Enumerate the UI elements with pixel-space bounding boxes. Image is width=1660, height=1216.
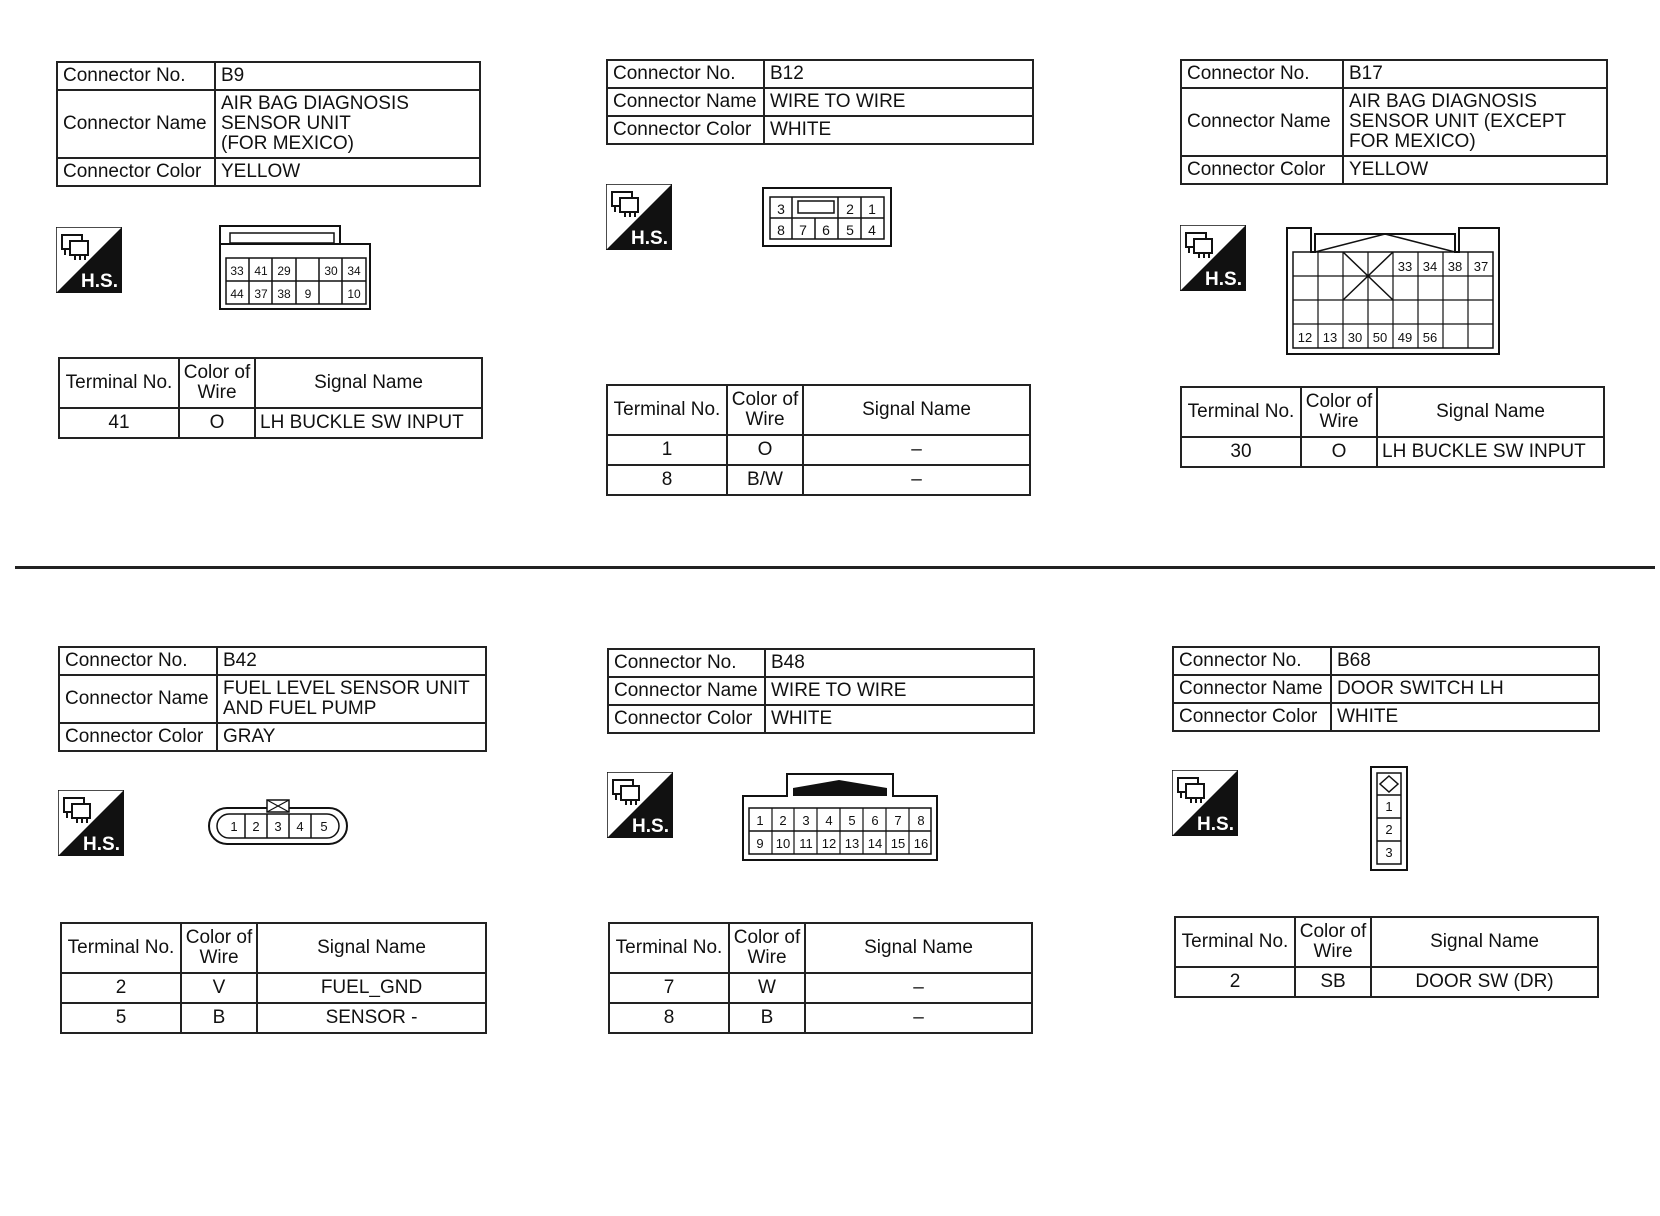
- connector-color-label: Connector Color: [1173, 703, 1331, 731]
- connector-color-value: WHITE: [764, 116, 1033, 144]
- table-row: [59, 408, 482, 438]
- wire-cell: O: [727, 435, 803, 465]
- connector-name-value: WIRE TO WIRE: [764, 88, 1033, 116]
- terminal-no-header: Terminal No.: [59, 358, 179, 408]
- terminal-cell: 7: [609, 973, 729, 1003]
- pin-label: 1: [756, 813, 764, 828]
- connector-no-label: Connector No.: [59, 647, 217, 675]
- pin-label: 30: [324, 264, 338, 278]
- signal-cell: –: [805, 1003, 1032, 1033]
- pin-label: 37: [254, 287, 268, 301]
- connector-color-label: Connector Color: [608, 705, 765, 733]
- connector-color-value: WHITE: [1331, 703, 1599, 731]
- harness-side-icon: [607, 772, 673, 838]
- hs-label: H.S.: [1197, 814, 1234, 835]
- connector-color-label: Connector Color: [607, 116, 764, 144]
- pin-label: 4: [296, 819, 304, 834]
- pin-label: 1: [1385, 799, 1393, 814]
- table-row: [607, 435, 1030, 465]
- pin-label: 5: [846, 222, 854, 238]
- color-of-wire-header: Color of Wire: [729, 923, 805, 973]
- connector-color-value: WHITE: [765, 705, 1034, 733]
- pin-label: 44: [230, 287, 244, 301]
- pin-label: 10: [775, 836, 791, 851]
- harness-side-icon: [56, 227, 122, 293]
- pin-label: 33: [1397, 259, 1413, 274]
- pin-label: 10: [347, 287, 361, 301]
- pin-label: 30: [1347, 330, 1363, 345]
- color-of-wire-header: Color of Wire: [727, 385, 803, 435]
- terminal-cell: 8: [609, 1003, 729, 1033]
- pin-label: 7: [799, 222, 807, 238]
- color-of-wire-header: Color of Wire: [179, 358, 255, 408]
- terminal-no-header: Terminal No.: [609, 923, 729, 973]
- terminal-cell: 1: [607, 435, 727, 465]
- b42-terminal-table: [60, 922, 487, 1034]
- table-row: [61, 1003, 486, 1033]
- terminal-cell: 2: [61, 973, 181, 1003]
- connector-color-label: Connector Color: [59, 723, 217, 751]
- connector-no-label: Connector No.: [1173, 647, 1331, 675]
- signal-cell: –: [805, 973, 1032, 1003]
- pin-label: 4: [868, 222, 876, 238]
- pin-label: 37: [1473, 259, 1489, 274]
- pin-label: 12: [1297, 330, 1313, 345]
- color-of-wire-header: Color of Wire: [181, 923, 257, 973]
- terminal-cell: 30: [1181, 437, 1301, 467]
- hs-label: H.S.: [1205, 269, 1242, 290]
- b48-connector-face: [741, 772, 941, 862]
- b12-connector-face: [762, 187, 894, 249]
- hs-label: H.S.: [631, 228, 668, 249]
- connector-name-value: AIR BAG DIAGNOSIS SENSOR UNIT (EXCEPT FOR MEXICO): [1343, 88, 1607, 156]
- terminal-cell: 5: [61, 1003, 181, 1033]
- harness-side-icon: [1172, 770, 1238, 836]
- connector-no-value: B42: [217, 647, 486, 675]
- pin-label: 29: [277, 264, 291, 278]
- pin-label: 12: [821, 836, 837, 851]
- connector-color-label: Connector Color: [1181, 156, 1343, 184]
- pin-label: 7: [894, 813, 902, 828]
- connector-name-label: Connector Name: [59, 675, 217, 723]
- connector-name-value: WIRE TO WIRE: [765, 677, 1034, 705]
- table-row: [61, 973, 486, 1003]
- connector-color-label: Connector Color: [57, 158, 215, 186]
- pin-label: 8: [777, 222, 785, 238]
- terminal-no-header: Terminal No.: [1181, 387, 1301, 437]
- pin-label: 41: [254, 264, 268, 278]
- pin-label: 2: [1385, 822, 1393, 837]
- table-row: [609, 1003, 1032, 1033]
- connector-no-value: B17: [1343, 60, 1607, 88]
- wire-cell: W: [729, 973, 805, 1003]
- harness-side-icon: [58, 790, 124, 856]
- pin-label: 6: [822, 222, 830, 238]
- pin-label: 15: [890, 836, 906, 851]
- pin-label: 33: [230, 264, 244, 278]
- pin-label: 2: [846, 201, 854, 217]
- wire-cell: B: [729, 1003, 805, 1033]
- harness-side-icon: [606, 184, 672, 250]
- pin-label: 1: [230, 819, 238, 834]
- signal-cell: –: [803, 465, 1030, 495]
- wire-cell: B/W: [727, 465, 803, 495]
- connector-no-value: B12: [764, 60, 1033, 88]
- b9-info-table: [56, 61, 481, 187]
- terminal-cell: 8: [607, 465, 727, 495]
- signal-name-header: Signal Name: [803, 385, 1030, 435]
- signal-cell: LH BUCKLE SW INPUT: [1377, 437, 1604, 467]
- pin-label: 3: [274, 819, 282, 834]
- pin-label: 14: [867, 836, 883, 851]
- pin-label: 5: [320, 819, 328, 834]
- signal-name-header: Signal Name: [1377, 387, 1604, 437]
- terminal-no-header: Terminal No.: [1175, 917, 1295, 967]
- wire-cell: B: [181, 1003, 257, 1033]
- signal-cell: –: [803, 435, 1030, 465]
- pin-label: 4: [825, 813, 833, 828]
- hs-label: H.S.: [632, 816, 669, 837]
- signal-cell: SENSOR -: [257, 1003, 486, 1033]
- terminal-cell: 2: [1175, 967, 1295, 997]
- pin-label: 1: [868, 201, 876, 217]
- color-of-wire-header: Color of Wire: [1295, 917, 1371, 967]
- signal-name-header: Signal Name: [1371, 917, 1598, 967]
- table-row: [609, 973, 1032, 1003]
- connector-name-label: Connector Name: [1181, 88, 1343, 156]
- b9-terminal-table: [58, 357, 483, 439]
- table-row: [1181, 437, 1604, 467]
- connector-no-value: B68: [1331, 647, 1599, 675]
- section-divider: [15, 566, 1655, 569]
- pin-label: 38: [277, 287, 291, 301]
- pin-label: 13: [844, 836, 860, 851]
- connector-color-value: GRAY: [217, 723, 486, 751]
- pin-label: 11: [799, 836, 813, 851]
- signal-name-header: Signal Name: [805, 923, 1032, 973]
- pin-label: 13: [1322, 330, 1338, 345]
- pin-label: 34: [1422, 259, 1438, 274]
- wire-cell: O: [179, 408, 255, 438]
- signal-name-header: Signal Name: [255, 358, 482, 408]
- connector-color-value: YELLOW: [1343, 156, 1607, 184]
- connector-name-value: FUEL LEVEL SENSOR UNIT AND FUEL PUMP: [217, 675, 486, 723]
- b12-info-table: [606, 59, 1034, 145]
- pin-label: 56: [1422, 330, 1438, 345]
- connector-no-label: Connector No.: [57, 62, 215, 90]
- connector-no-value: B48: [765, 649, 1034, 677]
- pin-label: 34: [347, 264, 361, 278]
- pin-label: 3: [777, 201, 785, 217]
- connector-name-value: DOOR SWITCH LH: [1331, 675, 1599, 703]
- connector-no-label: Connector No.: [608, 649, 765, 677]
- b17-info-table: [1180, 59, 1608, 185]
- b68-info-table: [1172, 646, 1600, 732]
- signal-name-header: Signal Name: [257, 923, 486, 973]
- pin-label: 9: [756, 836, 764, 851]
- pin-label: 9: [304, 287, 312, 301]
- b68-terminal-table: [1174, 916, 1599, 998]
- connector-name-label: Connector Name: [1173, 675, 1331, 703]
- terminal-cell: 41: [59, 408, 179, 438]
- hs-label: H.S.: [81, 271, 118, 292]
- color-of-wire-header: Color of Wire: [1301, 387, 1377, 437]
- table-row: [607, 465, 1030, 495]
- connector-no-value: B9: [215, 62, 480, 90]
- pin-label: 2: [252, 819, 260, 834]
- harness-side-icon: [1180, 225, 1246, 291]
- b17-terminal-table: [1180, 386, 1605, 468]
- b48-terminal-table: [608, 922, 1033, 1034]
- signal-cell: FUEL_GND: [257, 973, 486, 1003]
- pin-label: 38: [1447, 259, 1463, 274]
- pin-label: 50: [1372, 330, 1388, 345]
- pin-label: 2: [779, 813, 787, 828]
- terminal-no-header: Terminal No.: [61, 923, 181, 973]
- pin-label: 3: [802, 813, 810, 828]
- pin-label: 8: [917, 813, 925, 828]
- connector-name-label: Connector Name: [607, 88, 764, 116]
- connector-name-label: Connector Name: [608, 677, 765, 705]
- pin-label: 6: [871, 813, 879, 828]
- b12-terminal-table: [606, 384, 1031, 496]
- wire-cell: SB: [1295, 967, 1371, 997]
- b48-info-table: [607, 648, 1035, 734]
- connector-color-value: YELLOW: [215, 158, 480, 186]
- b17-connector-face: [1285, 226, 1505, 356]
- hs-label: H.S.: [83, 834, 120, 855]
- wire-cell: V: [181, 973, 257, 1003]
- connector-no-label: Connector No.: [607, 60, 764, 88]
- connector-no-label: Connector No.: [1181, 60, 1343, 88]
- connector-name-label: Connector Name: [57, 90, 215, 158]
- signal-cell: LH BUCKLE SW INPUT: [255, 408, 482, 438]
- wire-cell: O: [1301, 437, 1377, 467]
- b42-connector-face: [207, 798, 351, 848]
- pin-label: 49: [1397, 330, 1413, 345]
- pin-label: 3: [1385, 845, 1393, 860]
- b9-connector-face: [218, 224, 374, 312]
- terminal-no-header: Terminal No.: [607, 385, 727, 435]
- table-row: [1175, 967, 1598, 997]
- pin-label: 5: [848, 813, 856, 828]
- signal-cell: DOOR SW (DR): [1371, 967, 1598, 997]
- pin-label: 16: [913, 836, 929, 851]
- b42-info-table: [58, 646, 487, 752]
- connector-name-value: AIR BAG DIAGNOSIS SENSOR UNIT (FOR MEXICO): [215, 90, 480, 158]
- b68-connector-face: [1370, 766, 1410, 872]
